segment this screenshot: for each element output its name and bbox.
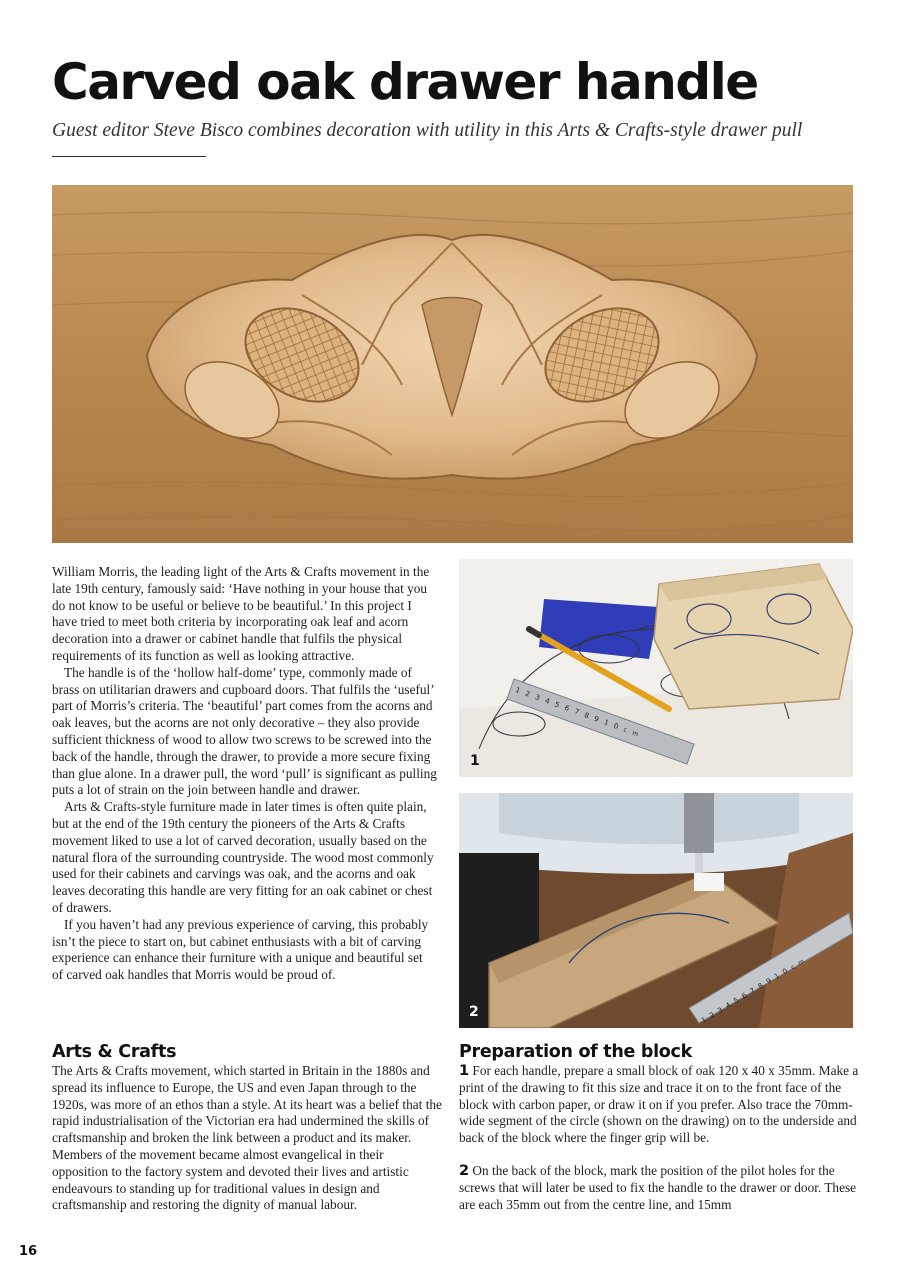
step-number: 2 <box>459 1162 470 1179</box>
ruler-number: 6 <box>740 988 753 1001</box>
ruler-number: 7 <box>748 983 761 996</box>
ruler-number: 4 <box>543 696 557 708</box>
step-number: 1 <box>459 1063 470 1079</box>
ruler-number: 5 <box>553 700 567 712</box>
title-divider <box>52 156 206 157</box>
ruler-number: 9 <box>764 974 778 986</box>
intro-body <box>52 564 437 984</box>
ruler-number: 9 <box>592 714 606 726</box>
ruler-number: 1 <box>700 1013 713 1025</box>
ruler-number: 10 <box>602 718 626 733</box>
article-title: Carved oak drawer handle <box>52 53 758 111</box>
step2-photo-drilling <box>459 793 853 1028</box>
page-number: 16 <box>19 1244 38 1259</box>
step-text: On the back of the block, mark the position of the pilot holes for the screws that will later be used to fix the handle to the drawer or door. These are each 35mm out from the centre line, and 15mm <box>459 1162 857 1212</box>
ruler-number: 8 <box>756 978 770 991</box>
intro-paragraph: William Morris, the leading light of the Arts & Crafts movement in the late 19th century, famously said: ‘Have nothing in your house that you do not know to be useful or believe to be beautiful.’ In this project I have tried to meet both criteria by incorporating oak leaf and acorn decoration into a drawer or cabinet handle that fulfils the physical requirements of its function as well as looking attractive. <box>52 564 430 663</box>
step1-photo-tracing <box>459 559 853 777</box>
ruler-number: 3 <box>533 693 547 705</box>
hero-photo-carved-handle <box>52 185 853 543</box>
article-subtitle: Guest editor Steve Bisco combines decoration with utility in this Arts & Crafts-style drawer pull <box>52 120 803 141</box>
intro-paragraph: If you haven’t had any previous experience of carving, this probably isn’t the piece to start on, but cabinet enthusiasts with a bit of carving experience can enhance their furniture with a unique and beautiful set of carved oak handles that Morris would be proud of. <box>52 916 429 983</box>
ruler-number: 2 <box>524 689 537 701</box>
ruler-number: 8 <box>583 711 596 723</box>
ruler-number: 10 <box>773 964 794 981</box>
intro-paragraph: The handle is of the ‘hollow half-dome’ type, commonly made of brass on utilitarian drawers and cupboard doors. That fulfils the ‘useful’ part of Morris’s criteria. The ‘beautiful’ part comes from the acorns and oak leaves, but the acorns are not only decorative – they also provide sufficient thickness of wood to allow two screws to be screwed into the back of the handle, through the drawer, to provide a more secure fixing than glue alone. In a drawer pull, the word ‘pull’ is significant as pulling puts a lot of strain on the join between handle and drawer. <box>52 664 437 798</box>
arts-crafts-text: The Arts & Crafts movement, which started in Britain in the 1880s and spread its influence to Europe, the US and even Japan through to the 1920s, was more of an ethos than a style. At its heart was a belief that the rapid industrialisation of the Victorian era had undermined the skills of craftsmanship and broken the link between a product and its maker. Members of the movement became almost evangelical in their opposition to the factory system and devoted their lives and artistic endeavours to standing up for traditional values in design and craftsmanship and restoring the dignity of manual labour. <box>52 1063 442 1213</box>
ruler-unit: cm <box>622 726 645 741</box>
arts-crafts-section <box>52 1041 442 1214</box>
figure-label-2: 2 <box>469 1004 479 1020</box>
step-text: For each handle, prepare a small block of oak 120 x 40 x 35mm. Make a print of the drawing to fit this size and trace it on to the front face of the block with carbon paper, or draw it on if you prefer. Also trace the 70mm-wide segment of the circle (shown on the drawing) on to the underside and back of the block where the finger grip will be. <box>459 1063 859 1146</box>
step-2 <box>459 1163 859 1213</box>
intro-paragraph: Arts & Crafts-style furniture made in later times is often quite plain, but at the end of the 19th century the pioneers of the Arts & Crafts movement liked to use a lot of carved decoration, usually based on the natural flora of the surrounding countryside. The wood most commonly used for their cabinets and carvings was oak, and the acorns and oak leaves decorating this handle are very fitting for an oak cabinet or chest of drawers. <box>52 799 434 915</box>
step-1 <box>459 1063 859 1147</box>
arts-crafts-heading: Arts & Crafts <box>52 1042 177 1062</box>
ruler-number: 5 <box>732 993 745 1006</box>
ruler-number: 6 <box>563 703 577 716</box>
ruler-number: 7 <box>573 707 586 719</box>
ruler-number: 4 <box>724 998 737 1011</box>
preparation-section <box>459 1041 859 1213</box>
ruler-unit: cm <box>789 955 810 972</box>
figure-label-1: 1 <box>470 753 480 769</box>
ruler-number: 1 <box>514 686 527 698</box>
ruler-number: 3 <box>716 1003 729 1016</box>
preparation-heading: Preparation of the block <box>459 1042 692 1062</box>
ruler-number: 2 <box>708 1008 721 1020</box>
